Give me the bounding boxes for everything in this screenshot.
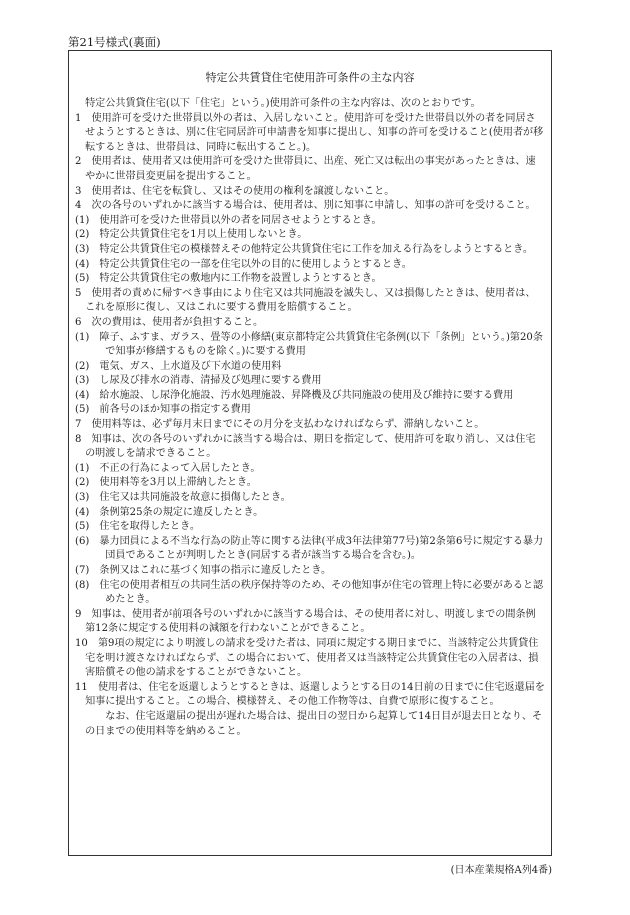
item-8-sub-5: (5) 住宅を取得したとき。: [75, 521, 200, 533]
document-body: [75, 97, 545, 739]
item-5: 5 使用者の責めに帰すべき事由により住宅又は共同施設を滅失し、又は損傷したときは、使用者は、これを原形に復し、又はこれに要する費用を賠償すること。: [75, 287, 536, 314]
document-title: 特定公共賃貸住宅使用許可条件の主な内容: [205, 71, 415, 84]
item-6-sub-5: (5) 前各号のほか知事の指定する費用: [75, 404, 251, 416]
item-4-sub-5: (5) 特定公共賃貸住宅の敷地内に工作物を設置しようとするとき。: [75, 273, 382, 285]
item-4-sub-4: (4) 特定公共賃貸住宅の一部を住宅以外の目的に使用しようとするとき。: [75, 258, 412, 270]
item-11: 11 使用者は、住宅を返還しようとするときは、返還しようとする日の14日前の日までに住宅返還届を知事に提出すること。この場合、模様替え、その他工作物等は、自費で原形に復すること。: [75, 681, 545, 708]
item-8-sub-6: (6) 暴力団員による不当な行為の防止等に関する法律(平成3年法律第77号)第2条第6号に規定する暴力団員であることが判明したとき(同居する者が該当する場合を含む。)。: [75, 535, 544, 562]
item-2: 2 使用者は、使用者又は使用許可を受けた世帯員に、出産、死亡又は転出の事実があったときは、速やかに世帯員変更届を提出すること。: [75, 156, 536, 182]
item-6-sub-1: (1) 障子、ふすま、ガラス、畳等の小修繕(東京都特定公共賃貸住宅条例(以下「条例」という。)第20条で知事が修繕するものを除く。)に要する費用: [75, 331, 543, 358]
item-11-note: なお、住宅返還届の提出が遅れた場合は、提出日の翌日から起算して14日目が退去日となり、その日までの使用料等を納めること。: [85, 710, 543, 737]
item-4-sub-1: (1) 使用許可を受けた世帯員以外の者を同居させようとするとき。: [75, 214, 382, 226]
item-10: 10 第9項の規定により明渡しの請求を受けた者は、同項に規定する期日までに、当該特定公共賃貸住宅を明け渡さなければならず、この場合において、使用者又は当該特定公共賃貸住宅の入居者は、損害賠償その他の請求をすることができないこと。: [75, 637, 539, 679]
item-9: 9 知事は、使用者が前項各号のいずれかに該当する場合は、その使用者に対し、明渡しまでの間条例第12条に規定する使用料の減額を行わないことができること。: [75, 608, 536, 635]
item-3: 3 使用者は、住宅を転貸し、又はその使用の権利を譲渡しないこと。: [75, 185, 395, 197]
item-8: 8 知事は、次の各号のいずれかに該当する場合は、期日を指定して、使用許可を取り消し、又は住宅の明渡しを請求できること。: [75, 433, 536, 460]
item-4: 4 次の各号のいずれかに該当する場合は、使用者は、別に知事に申請し、知事の許可を受けること。: [75, 200, 536, 212]
form-number: 第21号様式(裏面): [68, 35, 161, 49]
item-6: 6 次の費用は、使用者が負担すること。: [75, 316, 264, 328]
item-8-sub-1: (1) 不正の行為によって入居したとき。: [75, 462, 261, 474]
item-4-sub-3: (3) 特定公共賃貸住宅の模様替えその他特定公共賃貸住宅に工作を加える行為をしようとするとき。: [75, 243, 534, 255]
item-4-sub-2: (2) 特定公共賃貸住宅を1月以上使用しないとき。: [75, 229, 308, 241]
item-6-sub-4: (4) 給水施設、し尿浄化施設、汚水処理施設、昇降機及び共同施設の使用及び維持に要する費用: [75, 389, 514, 401]
item-8-sub-3: (3) 住宅又は共同施設を故意に損傷したとき。: [75, 492, 291, 504]
document-frame: [68, 50, 552, 856]
item-8-sub-2: (2) 使用料等を3月以上滞納したとき。: [75, 477, 257, 489]
item-1: 1 使用許可を受けた世帯員以外の者は、入居しないこと。使用許可を受けた世帯員以外の者を同居させようとするときは、別に住宅同居許可申請書を知事に提出し、知事の許可を受けること(使用者が移転するときは、世帯員は、同時に転出すること。)。: [75, 112, 544, 153]
item-8-sub-7: (7) 条例又はこれに基づく知事の指示に違反したとき。: [75, 565, 332, 576]
item-7: 7 使用料等は、必ず毎月末日までにその月分を支払わなければならず、滞納しないこと。: [75, 419, 485, 431]
paper-size-note: (日本産業規格A列4番): [450, 865, 552, 876]
item-8-sub-8: (8) 住宅の使用者相互の共同生活の秩序保持等のため、その他知事が住宅の管理上特に必要があると認めたとき。: [75, 579, 544, 606]
item-6-sub-2: (2) 電気、ガス、上水道及び下水道の使用料: [75, 360, 282, 372]
item-8-sub-4: (4) 条例第25条の規定に違反したとき。: [75, 506, 264, 518]
item-6-sub-3: (3) し尿及び排水の消毒、清掃及び処理に要する費用: [75, 375, 322, 387]
intro-paragraph: 特定公共賃貸住宅(以下「住宅」という。)使用許可条件の主な内容は、次のとおりです。: [85, 98, 481, 109]
